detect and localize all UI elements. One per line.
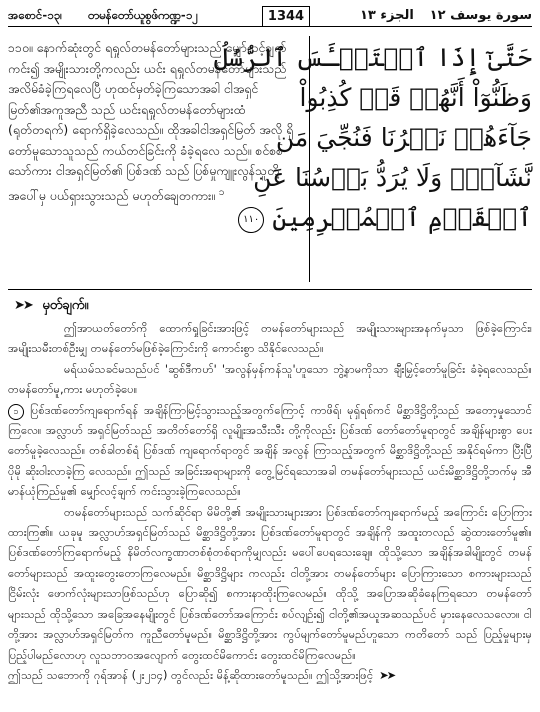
translation-text: နောက်ဆုံးတွင် ရရှုလ်တမန်တော်များသည် မျှော်လင့်ချက်ကင်း၍ အမျိုးသားတို့ကလည်း ယင်း ရရှုလ်တမန်တော်များသည် အလိမ်ခံခဲ့ကြရလေပြီ ဟုထင်မှတ်ခဲ့ကြသောအခါ ငါအရှင်မြတ်၏အကူအညီ သည် ယင်းရရှုလ်တမန်တော်များထံ (ရုတ်တရက်) ရောက်ရှိခဲ့လေသည်။ ထိုအခါငါအရှင်မြတ် အလို ရှိတော်မူသောသူသည် ကယ်တင်ခြင်းကို ခံခဲ့ရလေ သည်။ စင်စစ်သော်ကား ငါအရှင်မြတ်၏ ပြစ်ဒဏ် သည် ပြစ်မှုကျူးလွန်သူတို့အပေါ်မှ ပယ်ရှားသွားသည် မဟုတ်ချေတကား။ xyxy=(8,40,294,203)
header-rule xyxy=(8,26,532,27)
arabic-line-2: وَظَنُّوٓاْ أَنَّهُمۡ قَدۡ كُذِبُواْ xyxy=(299,83,532,112)
footnote-ref: ၁ xyxy=(218,185,225,198)
notes-paragraph-2: မရ်ယမ်သခင်မသည်ပင် 'ဆွစ်ဒီကဟ်' 'အလွန်မှန်ကန်သူ'ဟူသော ဘွဲ့နာမကိုသာ ချီးမြှင့်တော်မူခြင်း ခံခဲ့ရလေသည်။ တမန်တော်မူ,ကား မဟုတ်ခဲ့ပေ။ xyxy=(8,361,532,397)
arabic-line-4: نَّشَآءُۖ وَلَا يُرَدُّ بَأۡسُنَا عَنِ xyxy=(253,163,532,192)
arabic-line-1: حَتَّىٰٓ إِذَا ٱسۡتَيۡـَٔسَ ٱلرُّسُلُ xyxy=(213,43,532,72)
notes-heading-text: မှတ်ချက်။ xyxy=(42,298,89,313)
notes-paragraph-3 xyxy=(8,400,532,502)
verse-number: ၁၁၀။ xyxy=(8,40,33,55)
notes-heading xyxy=(14,297,88,316)
notes-paragraph-5 xyxy=(8,665,532,685)
double-arrow-icon: ➤➤ xyxy=(14,298,32,313)
notes-paragraph-5-text: ဤသည် သဘောကို ဂုရ်အာန် (၂း၂၁၄) တွင်လည်း မိန့်ဆိုထားတော်မူသည်။ ဤသို့အားဖြင့် xyxy=(8,667,374,682)
page-header xyxy=(8,6,532,28)
arabic-verse-column xyxy=(213,38,532,278)
footnote-circle-marker: ၁ xyxy=(8,404,24,420)
arabic-line-5-text: ٱلۡقَوۡمِ ٱلۡمُجۡرِمِينَ xyxy=(272,203,532,232)
notes-paragraph-4: တမန်တော်များသည် သက်ဆိုင်ရာ မိမိတို့၏ အမျိုးသားများအား ပြစ်ဒဏ်တော်ကျရောက်မည့် အကြောင်း ပြောကြားထားကြ၏။ ယခုမူ အလ္လာဟ်အရှင်မြတ်သည် မိစ္ဆာဒိဋ္ဌိတို့အား ပြစ်ဒဏ်တော်မူရာတွင် အချိန်ကို အထူးတလည် ဆွဲထားတော်မူ၏။ ပြစ်ဒဏ်တော်ကြရောက်မည့် နိမိတ်လက္ခဏာတစ်စုံတစ်ရာကိုမျှလည်း မပေါ်ပေရသေးချေ။ ထိုသို့သော အချိန်အခါမျိုးတွင် တမန်တော်များသည် အထူးတွေးတောကြလေမည်။ မိစ္ဆာဒိဋ္ဌိများ ကလည်း ငါတို့အား တမန်တော်များ ပြောကြားသော စကားများသည် ငြိမ်းလုံး ဖောက်လုံးများသာဖြစ်သည်ဟု ပြောဆို၍ စကားနာထိုးကြလေမည်။ ထိုသို့ အပြောအဆိုခံနေကြရသော တမန်တော်များသည် ထိုသို့သော အခြေအနေမျိုးတွင် ပြစ်ဒဏ်တော်အကြောင်း စပ်လျဉ်း၍ ငါတို့၏အယူအဆသည်ပင် မှားနေလေသလော။ ငါတို့အား အလ္လာဟ်အရှင်မြတ်က ကူညီတော်မူမည်။ မိစ္ဆာဒိဋ္ဌိတို့အား ကွပ်မျက်တော်မူမည်ဟူသော ကတိတော် သည် ပြည့်မှုများမှ ပြည့်ပါမည်လောဟု လူသဘာဝအလျောက် တွေးထင်မိကောင်း တွေးထင်မိကြလေမည်။ xyxy=(8,504,532,662)
volume-label: အစောင်-၁၃၊ xyxy=(8,8,62,22)
ayah-number-marker: ١١٠ xyxy=(238,207,264,233)
surah-label: سورة يوسف ١٢ xyxy=(429,8,532,23)
juz-label: الجزء ١٣ xyxy=(360,8,414,23)
notes-paragraph-3-text: ပြစ်ဒဏ်တော်ကျရောက်ရန် အချိန်ကြာမြင့်သွားသည့်အတွက်ကြောင့် ကာဖိရ်၊ မုရှ်ရစ်ကင် မိစ္ဆာဒိဋ္ဌိတို့သည် အတော့မှုသောင်ကြလေ။ အလ္လာဟ် အရှင်မြတ်သည် အတိတ်တော်ရှိ လူမျိုးအသီးသီး တို့ကိုလည်း ပြစ်ဒဏ် တော်တော်မူရာတွင် အချိန်များစွာ ပေးတော်မူခဲ့လေသည်။ တစ်ခါတစ်ရံ ပြစ်ဒဏ် ကျရောက်ရာတွင် အချိန် အလွန် ကြာသည့်အတွက် မိစ္ဆာဒိဋ္ဌိတို့သည် အနိုင်ရမ်ကာ ပြီးပြီ ပိုမို ဆိုးဝါးလာခဲ့ကြ လေသည်။ ဤသည် အခြင်းအရာများကို တွေ့မြင်ရသောအခါ တမန်တော်များသည် ယင်းမိစ္ဆာဒိဋ္ဌိတို့ဘက်မှ အီမာန်ယုံကြည်မှု၏ မျှော်လင့်ချက် ကင်းသွားခဲ့ကြလေသည်။ xyxy=(8,402,532,499)
section-label: တမန်တော်ယူစွဖ်ကဏ္ဍ-၁၂ xyxy=(88,8,198,22)
arabic-line-5 xyxy=(243,198,532,238)
section-rule xyxy=(8,289,532,290)
notes-paragraph-1: ဤအာယတ်တော်ကို ထောက်ရှုခြင်းအားဖြင့် တမန်တော်များသည် အမျိုးသားများအနက်မှသာ ဖြစ်ခဲ့ကြောင်း၊ အမျိုးသမီးတစ်ဦးမျှ တမန်တော်မဖြစ်ခဲ့ကြောင်းကို ကောင်းစွာ သိနိုင်လေသည်။ xyxy=(8,321,532,356)
arabic-line-3: جَآءَهُمۡ نَصۡرُنَا فَنُجِّيَ مَن xyxy=(275,123,532,152)
continue-arrow-icon: ➤➤ xyxy=(379,667,395,682)
page-number-box: 1344 xyxy=(262,6,310,27)
notes-body xyxy=(8,318,532,685)
